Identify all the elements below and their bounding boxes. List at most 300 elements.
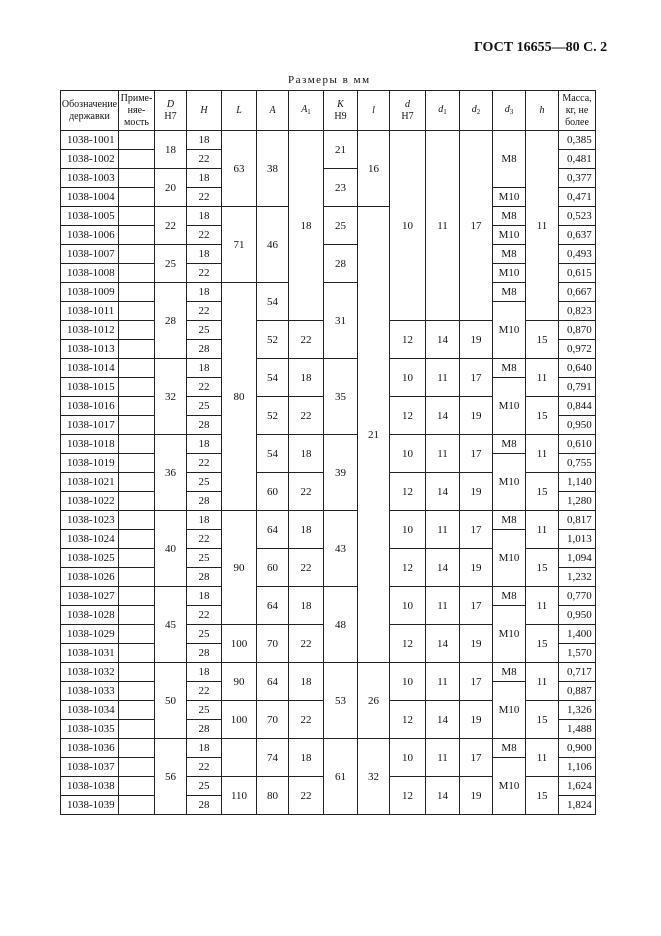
header-d3: [493, 91, 526, 131]
header-d2: [460, 91, 493, 131]
cell-app: [119, 739, 155, 758]
cell-H: 18: [187, 169, 222, 188]
cell-h: 15: [526, 397, 559, 435]
cell-L: [222, 739, 257, 777]
cell-code: 1038-1013: [61, 340, 119, 359]
cell-d1: 11: [426, 435, 460, 473]
cell-A: 38: [257, 131, 289, 207]
cell-h: 15: [526, 473, 559, 511]
cell-h: 11: [526, 435, 559, 473]
cell-d3: M10: [493, 606, 526, 663]
cell-mass: 0,870: [559, 321, 596, 340]
cell-d2: 17: [460, 435, 493, 473]
cell-mass: 1,094: [559, 549, 596, 568]
cell-D: 36: [155, 435, 187, 511]
cell-H: 18: [187, 359, 222, 378]
cell-h: 11: [526, 359, 559, 397]
cell-d: 10: [390, 663, 426, 701]
cell-mass: 1,624: [559, 777, 596, 796]
header-app-line: мость: [124, 116, 149, 128]
cell-L: 110: [222, 777, 257, 815]
header-h: [526, 91, 559, 131]
cell-d2: 17: [460, 131, 493, 321]
table-row: [61, 739, 596, 758]
cell-d1: 14: [426, 397, 460, 435]
cell-D: 18: [155, 131, 187, 169]
cell-mass: 0,950: [559, 416, 596, 435]
cell-app: [119, 606, 155, 625]
cell-mass: 1,280: [559, 492, 596, 511]
cell-A: 46: [257, 207, 289, 283]
cell-app: [119, 359, 155, 378]
header-h-line: h: [539, 104, 545, 116]
cell-app: [119, 245, 155, 264]
cell-H: 22: [187, 606, 222, 625]
cell-mass: 0,823: [559, 302, 596, 321]
cell-code: 1038-1008: [61, 264, 119, 283]
cell-d: 10: [390, 131, 426, 321]
cell-d1: 14: [426, 701, 460, 739]
cell-code: 1038-1025: [61, 549, 119, 568]
cell-D: 20: [155, 169, 187, 207]
cell-d3: M10: [493, 682, 526, 739]
cell-d: 12: [390, 777, 426, 815]
cell-d3: M8: [493, 207, 526, 226]
cell-d3: M8: [493, 663, 526, 682]
cell-d3: M8: [493, 245, 526, 264]
cell-h: 11: [526, 131, 559, 321]
cell-d1: 14: [426, 777, 460, 815]
cell-mass: 0,493: [559, 245, 596, 264]
cell-d1: 14: [426, 549, 460, 587]
cell-app: [119, 625, 155, 644]
cell-code: 1038-1024: [61, 530, 119, 549]
cell-A: 70: [257, 625, 289, 663]
cell-D: 28: [155, 283, 187, 359]
cell-app: [119, 283, 155, 302]
cell-H: 25: [187, 549, 222, 568]
cell-L: 63: [222, 131, 257, 207]
cell-A: 80: [257, 777, 289, 815]
cell-A1: 18: [289, 663, 324, 701]
cell-d3: M8: [493, 511, 526, 530]
cell-code: 1038-1012: [61, 321, 119, 340]
cell-K: 21: [324, 131, 358, 169]
cell-K: 48: [324, 587, 358, 663]
header-K: [324, 91, 358, 131]
cell-H: 18: [187, 245, 222, 264]
cell-d3: M10: [493, 530, 526, 587]
cell-app: [119, 682, 155, 701]
cell-A: 60: [257, 473, 289, 511]
header-code: [61, 91, 119, 131]
cell-d3: M10: [493, 302, 526, 359]
cell-H: 18: [187, 207, 222, 226]
header-L-line: L: [236, 104, 242, 116]
cell-D: 22: [155, 207, 187, 245]
cell-d3: M10: [493, 758, 526, 815]
cell-app: [119, 207, 155, 226]
cell-L: 90: [222, 663, 257, 701]
cell-code: 1038-1003: [61, 169, 119, 188]
cell-code: 1038-1037: [61, 758, 119, 777]
cell-H: 22: [187, 302, 222, 321]
cell-h: 15: [526, 549, 559, 587]
cell-K: 25: [324, 207, 358, 245]
cell-app: [119, 264, 155, 283]
cell-app: [119, 435, 155, 454]
cell-H: 25: [187, 321, 222, 340]
cell-app: [119, 397, 155, 416]
cell-A1: 18: [289, 359, 324, 397]
header-app: [119, 91, 155, 131]
cell-H: 18: [187, 435, 222, 454]
cell-app: [119, 644, 155, 663]
cell-A: 64: [257, 663, 289, 701]
cell-A: 54: [257, 435, 289, 473]
cell-d3: M10: [493, 188, 526, 207]
cell-code: 1038-1005: [61, 207, 119, 226]
cell-H: 28: [187, 644, 222, 663]
cell-D: 25: [155, 245, 187, 283]
cell-H: 25: [187, 397, 222, 416]
cell-code: 1038-1006: [61, 226, 119, 245]
header-K-line: K: [337, 98, 344, 110]
cell-code: 1038-1009: [61, 283, 119, 302]
header-mass-line: более: [565, 116, 589, 128]
cell-app: [119, 169, 155, 188]
cell-A: 54: [257, 283, 289, 321]
header-A-line: A: [269, 104, 276, 116]
cell-code: 1038-1033: [61, 682, 119, 701]
cell-H: 28: [187, 416, 222, 435]
cell-H: 22: [187, 188, 222, 207]
header-mass-line: Масса,: [562, 92, 592, 104]
cell-d1: 14: [426, 473, 460, 511]
document-header: ГОСТ 16655—80 С. 2: [474, 40, 608, 55]
cell-mass: 1,140: [559, 473, 596, 492]
cell-l: 16: [358, 131, 390, 207]
cell-d: 10: [390, 587, 426, 625]
cell-A1: 18: [289, 435, 324, 473]
cell-d: 10: [390, 739, 426, 777]
cell-H: 22: [187, 378, 222, 397]
cell-H: 28: [187, 340, 222, 359]
header-H-line: H: [200, 104, 208, 116]
cell-mass: 1,570: [559, 644, 596, 663]
cell-H: 22: [187, 264, 222, 283]
cell-d1: 11: [426, 663, 460, 701]
cell-l: 26: [358, 663, 390, 739]
header-code-line: державки: [69, 110, 110, 122]
header-d-line: d: [405, 98, 410, 110]
cell-app: [119, 321, 155, 340]
cell-A1: 22: [289, 321, 324, 359]
cell-H: 25: [187, 625, 222, 644]
cell-mass: 1,400: [559, 625, 596, 644]
cell-d: 12: [390, 549, 426, 587]
header-d: [390, 91, 426, 131]
cell-d3: M10: [493, 264, 526, 283]
header-D: [155, 91, 187, 131]
cell-d3: M8: [493, 283, 526, 302]
cell-A1: 22: [289, 549, 324, 587]
cell-mass: 1,326: [559, 701, 596, 720]
cell-app: [119, 796, 155, 815]
cell-H: 25: [187, 473, 222, 492]
cell-D: 32: [155, 359, 187, 435]
cell-d: 10: [390, 435, 426, 473]
cell-mass: 0,770: [559, 587, 596, 606]
cell-app: [119, 226, 155, 245]
cell-code: 1038-1029: [61, 625, 119, 644]
header-d2-line: $d_2$: [471, 103, 481, 116]
cell-app: [119, 492, 155, 511]
table-row: [61, 131, 596, 150]
header-D-line: H7: [164, 110, 177, 122]
cell-mass: 1,488: [559, 720, 596, 739]
cell-K: 31: [324, 283, 358, 359]
cell-d1: 11: [426, 511, 460, 549]
cell-d2: 17: [460, 739, 493, 777]
table-row: [61, 511, 596, 530]
header-K-line: H9: [334, 110, 347, 122]
cell-mass: 0,950: [559, 606, 596, 625]
header-mass-line: кг, не: [565, 104, 589, 116]
cell-app: [119, 549, 155, 568]
cell-H: 22: [187, 758, 222, 777]
cell-h: 15: [526, 701, 559, 739]
table-row: [61, 245, 596, 264]
cell-d2: 19: [460, 701, 493, 739]
cell-code: 1038-1011: [61, 302, 119, 321]
cell-h: 11: [526, 587, 559, 625]
dimensions-table: [60, 90, 596, 815]
cell-H: 22: [187, 530, 222, 549]
header-mass: [559, 91, 596, 131]
cell-H: 22: [187, 682, 222, 701]
cell-d2: 19: [460, 625, 493, 663]
cell-mass: 1,824: [559, 796, 596, 815]
cell-app: [119, 587, 155, 606]
table-row: [61, 283, 596, 302]
header-d3-line: $d_3$: [504, 103, 514, 116]
cell-h: 15: [526, 777, 559, 815]
cell-d3: M10: [493, 378, 526, 435]
cell-D: 45: [155, 587, 187, 663]
cell-d: 12: [390, 625, 426, 663]
cell-code: 1038-1001: [61, 131, 119, 150]
cell-app: [119, 511, 155, 530]
cell-d3: M8: [493, 739, 526, 758]
cell-d: 12: [390, 397, 426, 435]
cell-mass: 0,844: [559, 397, 596, 416]
cell-d2: 19: [460, 321, 493, 359]
cell-A: 60: [257, 549, 289, 587]
cell-H: 25: [187, 701, 222, 720]
table-row: [61, 359, 596, 378]
header-d-line: H7: [401, 110, 414, 122]
cell-app: [119, 568, 155, 587]
cell-code: 1038-1039: [61, 796, 119, 815]
cell-K: 35: [324, 359, 358, 435]
cell-H: 22: [187, 150, 222, 169]
cell-mass: 0,887: [559, 682, 596, 701]
cell-l: 32: [358, 739, 390, 815]
cell-h: 15: [526, 625, 559, 663]
cell-A1: 18: [289, 131, 324, 321]
cell-mass: 0,523: [559, 207, 596, 226]
cell-mass: 0,717: [559, 663, 596, 682]
cell-mass: 0,900: [559, 739, 596, 758]
cell-app: [119, 758, 155, 777]
cell-app: [119, 340, 155, 359]
cell-app: [119, 663, 155, 682]
cell-app: [119, 473, 155, 492]
cell-h: 11: [526, 663, 559, 701]
cell-L: 71: [222, 207, 257, 283]
cell-A1: 22: [289, 777, 324, 815]
cell-l: 21: [358, 207, 390, 663]
cell-app: [119, 188, 155, 207]
table-row: [61, 435, 596, 454]
cell-d2: 17: [460, 359, 493, 397]
cell-app: [119, 131, 155, 150]
table-caption: Размеры в мм: [288, 74, 371, 86]
cell-H: 22: [187, 226, 222, 245]
cell-mass: 0,610: [559, 435, 596, 454]
cell-L: 100: [222, 625, 257, 663]
cell-A: 74: [257, 739, 289, 777]
cell-L: 90: [222, 511, 257, 625]
cell-d1: 11: [426, 587, 460, 625]
cell-mass: 0,471: [559, 188, 596, 207]
cell-A1: 18: [289, 739, 324, 777]
cell-d3: M8: [493, 359, 526, 378]
cell-code: 1038-1031: [61, 644, 119, 663]
cell-app: [119, 701, 155, 720]
table-header-row: [61, 91, 596, 131]
cell-d3: M8: [493, 587, 526, 606]
cell-H: 25: [187, 777, 222, 796]
cell-mass: 0,972: [559, 340, 596, 359]
cell-code: 1038-1007: [61, 245, 119, 264]
cell-H: 22: [187, 454, 222, 473]
cell-A: 64: [257, 587, 289, 625]
cell-K: 39: [324, 435, 358, 511]
cell-code: 1038-1004: [61, 188, 119, 207]
cell-mass: 0,667: [559, 283, 596, 302]
cell-mass: 0,377: [559, 169, 596, 188]
cell-code: 1038-1016: [61, 397, 119, 416]
cell-code: 1038-1018: [61, 435, 119, 454]
cell-code: 1038-1022: [61, 492, 119, 511]
cell-mass: 0,385: [559, 131, 596, 150]
cell-H: 18: [187, 663, 222, 682]
cell-A1: 22: [289, 473, 324, 511]
cell-h: 15: [526, 321, 559, 359]
cell-code: 1038-1002: [61, 150, 119, 169]
cell-d2: 19: [460, 549, 493, 587]
cell-code: 1038-1032: [61, 663, 119, 682]
cell-code: 1038-1015: [61, 378, 119, 397]
cell-mass: 0,755: [559, 454, 596, 473]
cell-H: 18: [187, 283, 222, 302]
header-app-line: няе-: [127, 104, 146, 116]
cell-mass: 0,817: [559, 511, 596, 530]
cell-h: 11: [526, 511, 559, 549]
cell-d3: M8: [493, 435, 526, 454]
cell-A: 52: [257, 397, 289, 435]
cell-K: 61: [324, 739, 358, 815]
cell-H: 18: [187, 739, 222, 758]
header-D-line: D: [166, 98, 175, 110]
cell-H: 28: [187, 720, 222, 739]
cell-A: 54: [257, 359, 289, 397]
cell-d1: 11: [426, 739, 460, 777]
cell-K: 28: [324, 245, 358, 283]
cell-mass: 0,637: [559, 226, 596, 245]
cell-d: 10: [390, 511, 426, 549]
cell-mass: 0,640: [559, 359, 596, 378]
cell-code: 1038-1019: [61, 454, 119, 473]
cell-A1: 22: [289, 625, 324, 663]
header-A1: [289, 91, 324, 131]
cell-app: [119, 720, 155, 739]
header-L: [222, 91, 257, 131]
header-A1-line: $A_1$: [301, 103, 311, 116]
cell-code: 1038-1021: [61, 473, 119, 492]
cell-H: 18: [187, 511, 222, 530]
cell-A1: 18: [289, 511, 324, 549]
cell-H: 28: [187, 796, 222, 815]
cell-H: 18: [187, 587, 222, 606]
cell-d1: 14: [426, 625, 460, 663]
cell-d1: 14: [426, 321, 460, 359]
cell-app: [119, 150, 155, 169]
cell-code: 1038-1038: [61, 777, 119, 796]
cell-H: 28: [187, 568, 222, 587]
cell-mass: 0,481: [559, 150, 596, 169]
cell-A: 64: [257, 511, 289, 549]
header-d1-line: $d_1$: [438, 103, 447, 116]
cell-h: 11: [526, 739, 559, 777]
cell-app: [119, 530, 155, 549]
cell-code: 1038-1023: [61, 511, 119, 530]
header-code-line: Обозначение: [61, 98, 118, 110]
cell-mass: 1,232: [559, 568, 596, 587]
cell-d: 10: [390, 359, 426, 397]
table-row: [61, 663, 596, 682]
cell-d2: 19: [460, 777, 493, 815]
cell-K: 23: [324, 169, 358, 207]
cell-code: 1038-1017: [61, 416, 119, 435]
cell-d2: 17: [460, 663, 493, 701]
cell-code: 1038-1027: [61, 587, 119, 606]
header-H: [187, 91, 222, 131]
cell-D: 50: [155, 663, 187, 739]
cell-D: 56: [155, 739, 187, 815]
cell-code: 1038-1014: [61, 359, 119, 378]
cell-code: 1038-1036: [61, 739, 119, 758]
cell-code: 1038-1034: [61, 701, 119, 720]
cell-mass: 0,791: [559, 378, 596, 397]
cell-d1: 11: [426, 359, 460, 397]
cell-app: [119, 777, 155, 796]
cell-d3: M8: [493, 131, 526, 188]
header-A: [257, 91, 289, 131]
cell-app: [119, 454, 155, 473]
